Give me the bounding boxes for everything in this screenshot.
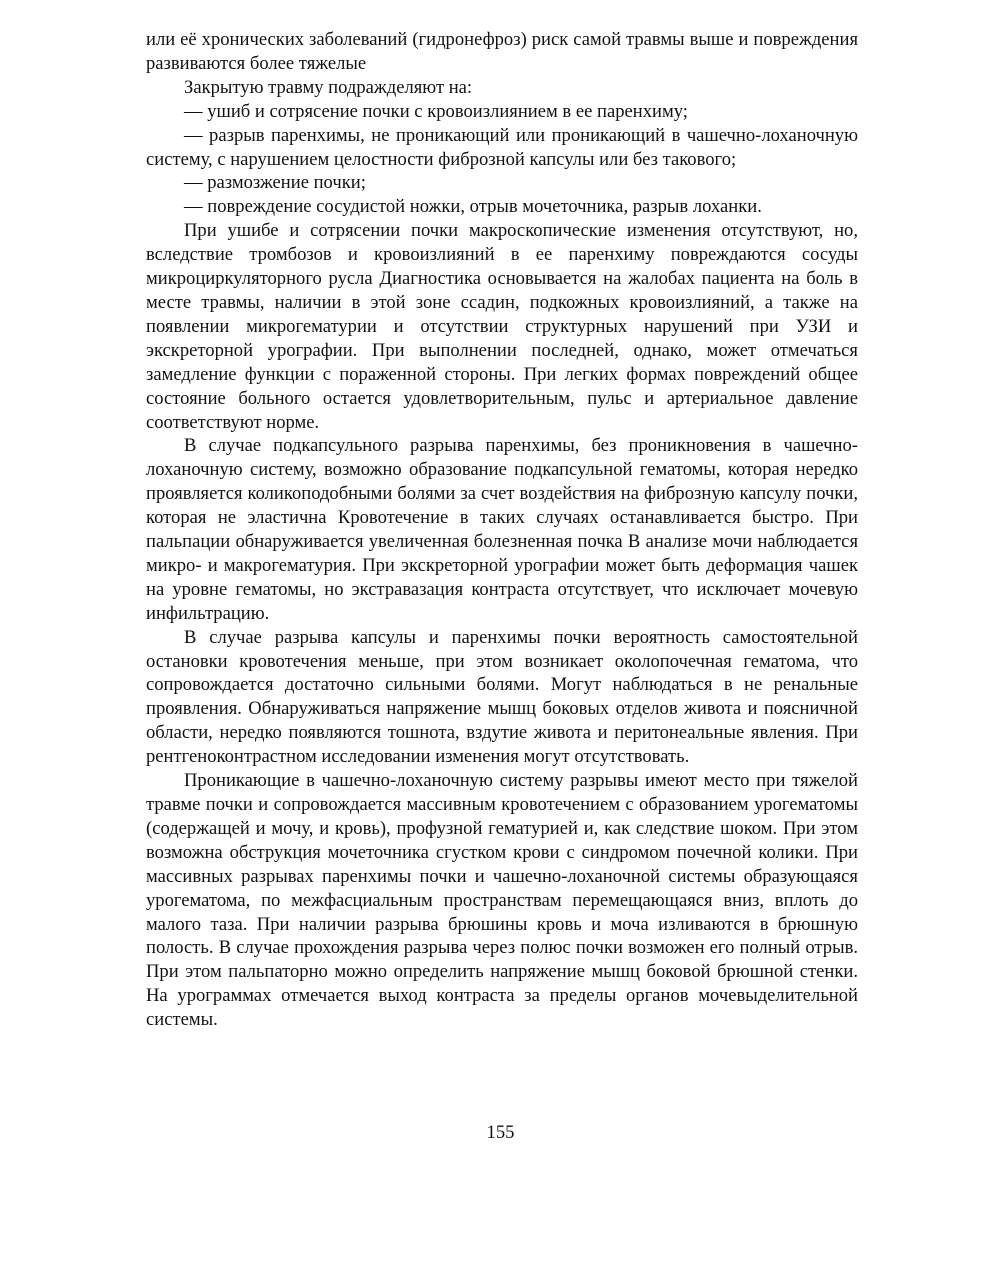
list-item: — разрыв паренхимы, не проникающий или проникающий в чашечно-лоханочную систему, с нарушением целостности фиброзной капсулы или без такового; — [146, 124, 858, 170]
paragraph-contusion: При ушибе и сотрясении почки макроскопические изменения отсутствуют, но, вследствие тромбозов и кровоизлияний в ее паренхиму повреждаются сосуды микроциркуляторного русла Диагностика основывается на жалобах пациента на боль в месте травмы, наличии в этой зоне ссадин, подкожных кровоизлияний, а также на появлении микрогематурии и отсутствии структурных нарушений при УЗИ и экскреторной урографии. При выполнении последней, однако, может отмечаться замедление функции с пораженной стороны. При легких формах повреждений общее состояние больного остается удовлетворительным, пульс и артериальное давление соответствуют норме. — [146, 220, 858, 433]
paragraph-classification-intro: Закрытую травму подражделяют на: — [184, 76, 473, 98]
paragraph-subcapsular-rupture: В случае подкапсульного разрыва паренхимы, без проникновения в чашечно-лоханочную систему, возможно образование подкапсульной гематомы, которая нередко проявляется коликоподобными болями за счет воздействия на фиброзную капсулу почки, которая не эластична Кровотечение в таких случаях останавливается быстро. При пальпации обнаруживается увеличенная болезненная почка В анализе мочи наблюдается микро- и макрогематурия. При экскреторной урографии может быть деформация чашек на уровне гематомы, но экстравазация контраста отсутствует, что исключает мочевую инфильтрацию. — [146, 435, 858, 624]
paragraph-penetrating-rupture: Проникающие в чашечно-лоханочную систему разрывы имеют место при тяжелой травме почки и сопровождается массивным кровотечением с образованием урогематомы (содержащей и мочу, и кровь), профузной гематурией и, как следствие шоком. При этом возможна обструкция мочеточника сгустком крови с синдромом почечной колики. При массивных разрывах паренхимы почки и чашечно-лоханочной системы образующаяся урогематома, по межфасциальным пространствам перемещающаяся вниз, вплоть до малого таза. При наличии разрыва брюшины кровь и моча изливаются в брюшную полость. В случае прохождения разрыва через полюс почки возможен его полный отрыв. При этом пальпаторно можно определить напряжение мышц боковой брюшной стенки. На урограммах отмечается выход контраста за пределы органов мочевыделительной системы. — [146, 770, 858, 1031]
paragraph-capsule-rupture: В случае разрыва капсулы и паренхимы почки вероятность самостоятельной остановки кровотечения меньше, при этом возникает околопочечная гематома, что сопровождается достаточно сильными болями. Могут наблюдаться в не ренальные проявления. Обнаруживаться напряжение мышц боковых отделов живота и поясничной области, нередко появляются тошнота, вздутие живота и перитонеальные явления. При рентгеноконтрастном исследовании изменения могут отсутствовать. — [146, 626, 858, 768]
document-page — [146, 28, 858, 1032]
list-item: — повреждение сосудистой ножки, отрыв мочеточника, разрыв лоханки. — [184, 196, 762, 218]
list-item: — ушиб и сотрясение почки с кровоизлиянием в ее паренхиму; — [184, 100, 688, 122]
page-number: 155 — [486, 1122, 515, 1143]
list-item: — размозжение почки; — [184, 172, 366, 194]
paragraph-continuation: или её хронических заболеваний (гидронефроз) риск самой травмы выше и повреждения развиваются более тяжелые — [146, 29, 858, 74]
